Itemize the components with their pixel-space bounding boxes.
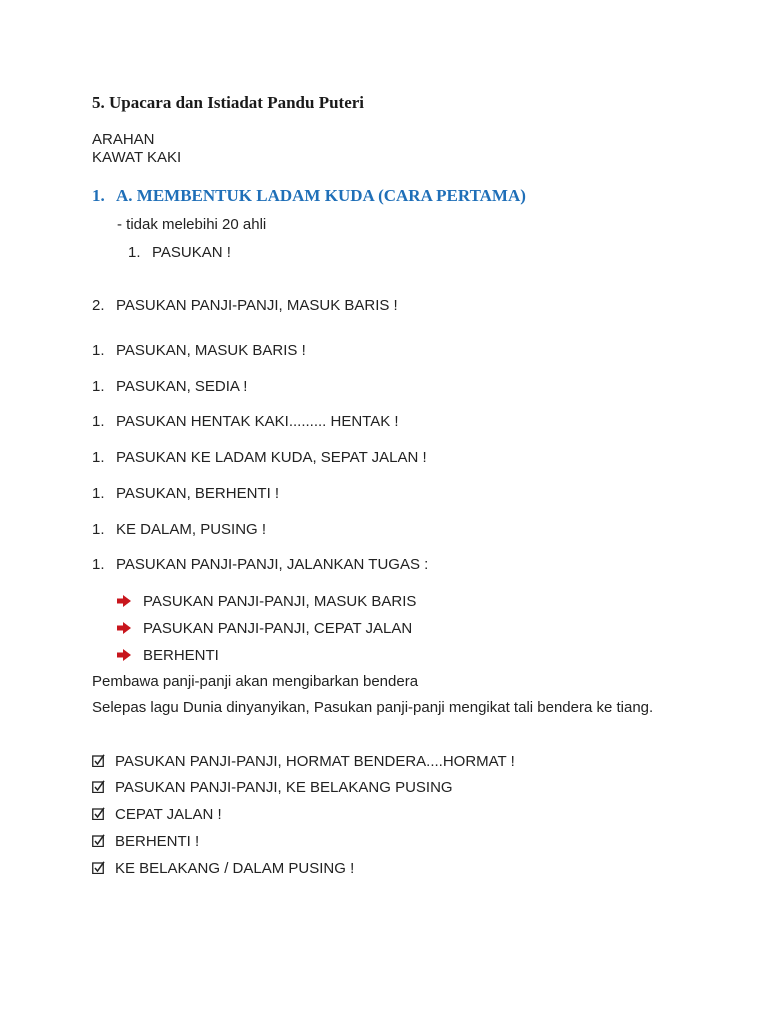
- item-text: PASUKAN PANJI-PANJI, MASUK BARIS !: [116, 297, 398, 314]
- paragraph-flag-bearer: Pembawa panji-panji akan mengibarkan bendera: [92, 673, 419, 690]
- item-number: 2.: [92, 297, 105, 314]
- check-item-text: KE BELAKANG / DALAM PUSING !: [115, 860, 355, 877]
- list-item: [92, 449, 427, 466]
- red-arrow-icon: [117, 649, 131, 661]
- check-list-item: [92, 860, 354, 877]
- paragraph-after-anthem: Selepas lagu Dunia dinyanyikan, Pasukan panji-panji mengikat tali bendera ke tiang.: [92, 699, 654, 716]
- check-list-item: [92, 833, 199, 850]
- item-number: 1.: [92, 413, 105, 430]
- check-list-item: [92, 806, 222, 823]
- list-item: [92, 556, 428, 573]
- item-number: 1.: [128, 244, 141, 261]
- item-text: PASUKAN, MASUK BARIS !: [116, 342, 306, 359]
- item-text: KE DALAM, PUSING !: [116, 521, 267, 538]
- item-text: PASUKAN HENTAK KAKI......... HENTAK !: [116, 413, 399, 430]
- item-text: PASUKAN, SEDIA !: [116, 378, 248, 395]
- section-title: 5. Upacara dan Istiadat Pandu Puteri: [92, 93, 365, 112]
- list-item: [92, 378, 247, 395]
- heading-text: A. MEMBENTUK LADAM KUDA (CARA PERTAMA): [116, 186, 526, 205]
- arrow-item-text: BERHENTI: [143, 647, 219, 664]
- checked-box-icon: [92, 754, 105, 767]
- list-item: [92, 342, 306, 359]
- checked-box-icon: [92, 834, 105, 847]
- checked-box-icon: [92, 807, 105, 820]
- heading-number: 1.: [92, 186, 105, 205]
- heading-ladam-kuda: [92, 186, 526, 206]
- intro-kawat-kaki: KAWAT KAKI: [92, 149, 182, 166]
- intro-arahan: ARAHAN: [92, 131, 155, 148]
- list-item: [92, 485, 279, 502]
- item-text: PASUKAN PANJI-PANJI, JALANKAN TUGAS :: [116, 556, 429, 573]
- check-item-text: CEPAT JALAN !: [115, 806, 222, 823]
- item-text: PASUKAN KE LADAM KUDA, SEPAT JALAN !: [116, 449, 427, 466]
- checked-box-icon: [92, 861, 105, 874]
- check-list-item: [92, 753, 515, 770]
- red-arrow-icon: [117, 595, 131, 607]
- arrow-item-text: PASUKAN PANJI-PANJI, CEPAT JALAN: [143, 620, 413, 637]
- list-item: [92, 413, 399, 430]
- member-limit-note: - tidak melebihi 20 ahli: [117, 216, 267, 233]
- item-number: 1.: [92, 449, 105, 466]
- item-number: 1.: [92, 521, 105, 538]
- arrow-list-item: [117, 620, 412, 637]
- item-number: 1.: [92, 342, 105, 359]
- list-item: [128, 244, 231, 261]
- list-item: [92, 297, 398, 314]
- checked-box-icon: [92, 780, 105, 793]
- item-text: PASUKAN !: [152, 244, 231, 261]
- item-number: 1.: [92, 556, 105, 573]
- red-arrow-icon: [117, 622, 131, 634]
- arrow-list-item: [117, 647, 219, 664]
- arrow-item-text: PASUKAN PANJI-PANJI, MASUK BARIS: [143, 593, 417, 610]
- item-number: 1.: [92, 485, 105, 502]
- arrow-list-item: [117, 593, 416, 610]
- check-item-text: PASUKAN PANJI-PANJI, KE BELAKANG PUSING: [115, 779, 453, 796]
- item-number: 1.: [92, 378, 105, 395]
- list-item: [92, 521, 266, 538]
- item-text: PASUKAN, BERHENTI !: [116, 485, 280, 502]
- check-item-text: PASUKAN PANJI-PANJI, HORMAT BENDERA....HORMAT !: [115, 753, 515, 770]
- check-list-item: [92, 779, 453, 796]
- check-item-text: BERHENTI !: [115, 833, 200, 850]
